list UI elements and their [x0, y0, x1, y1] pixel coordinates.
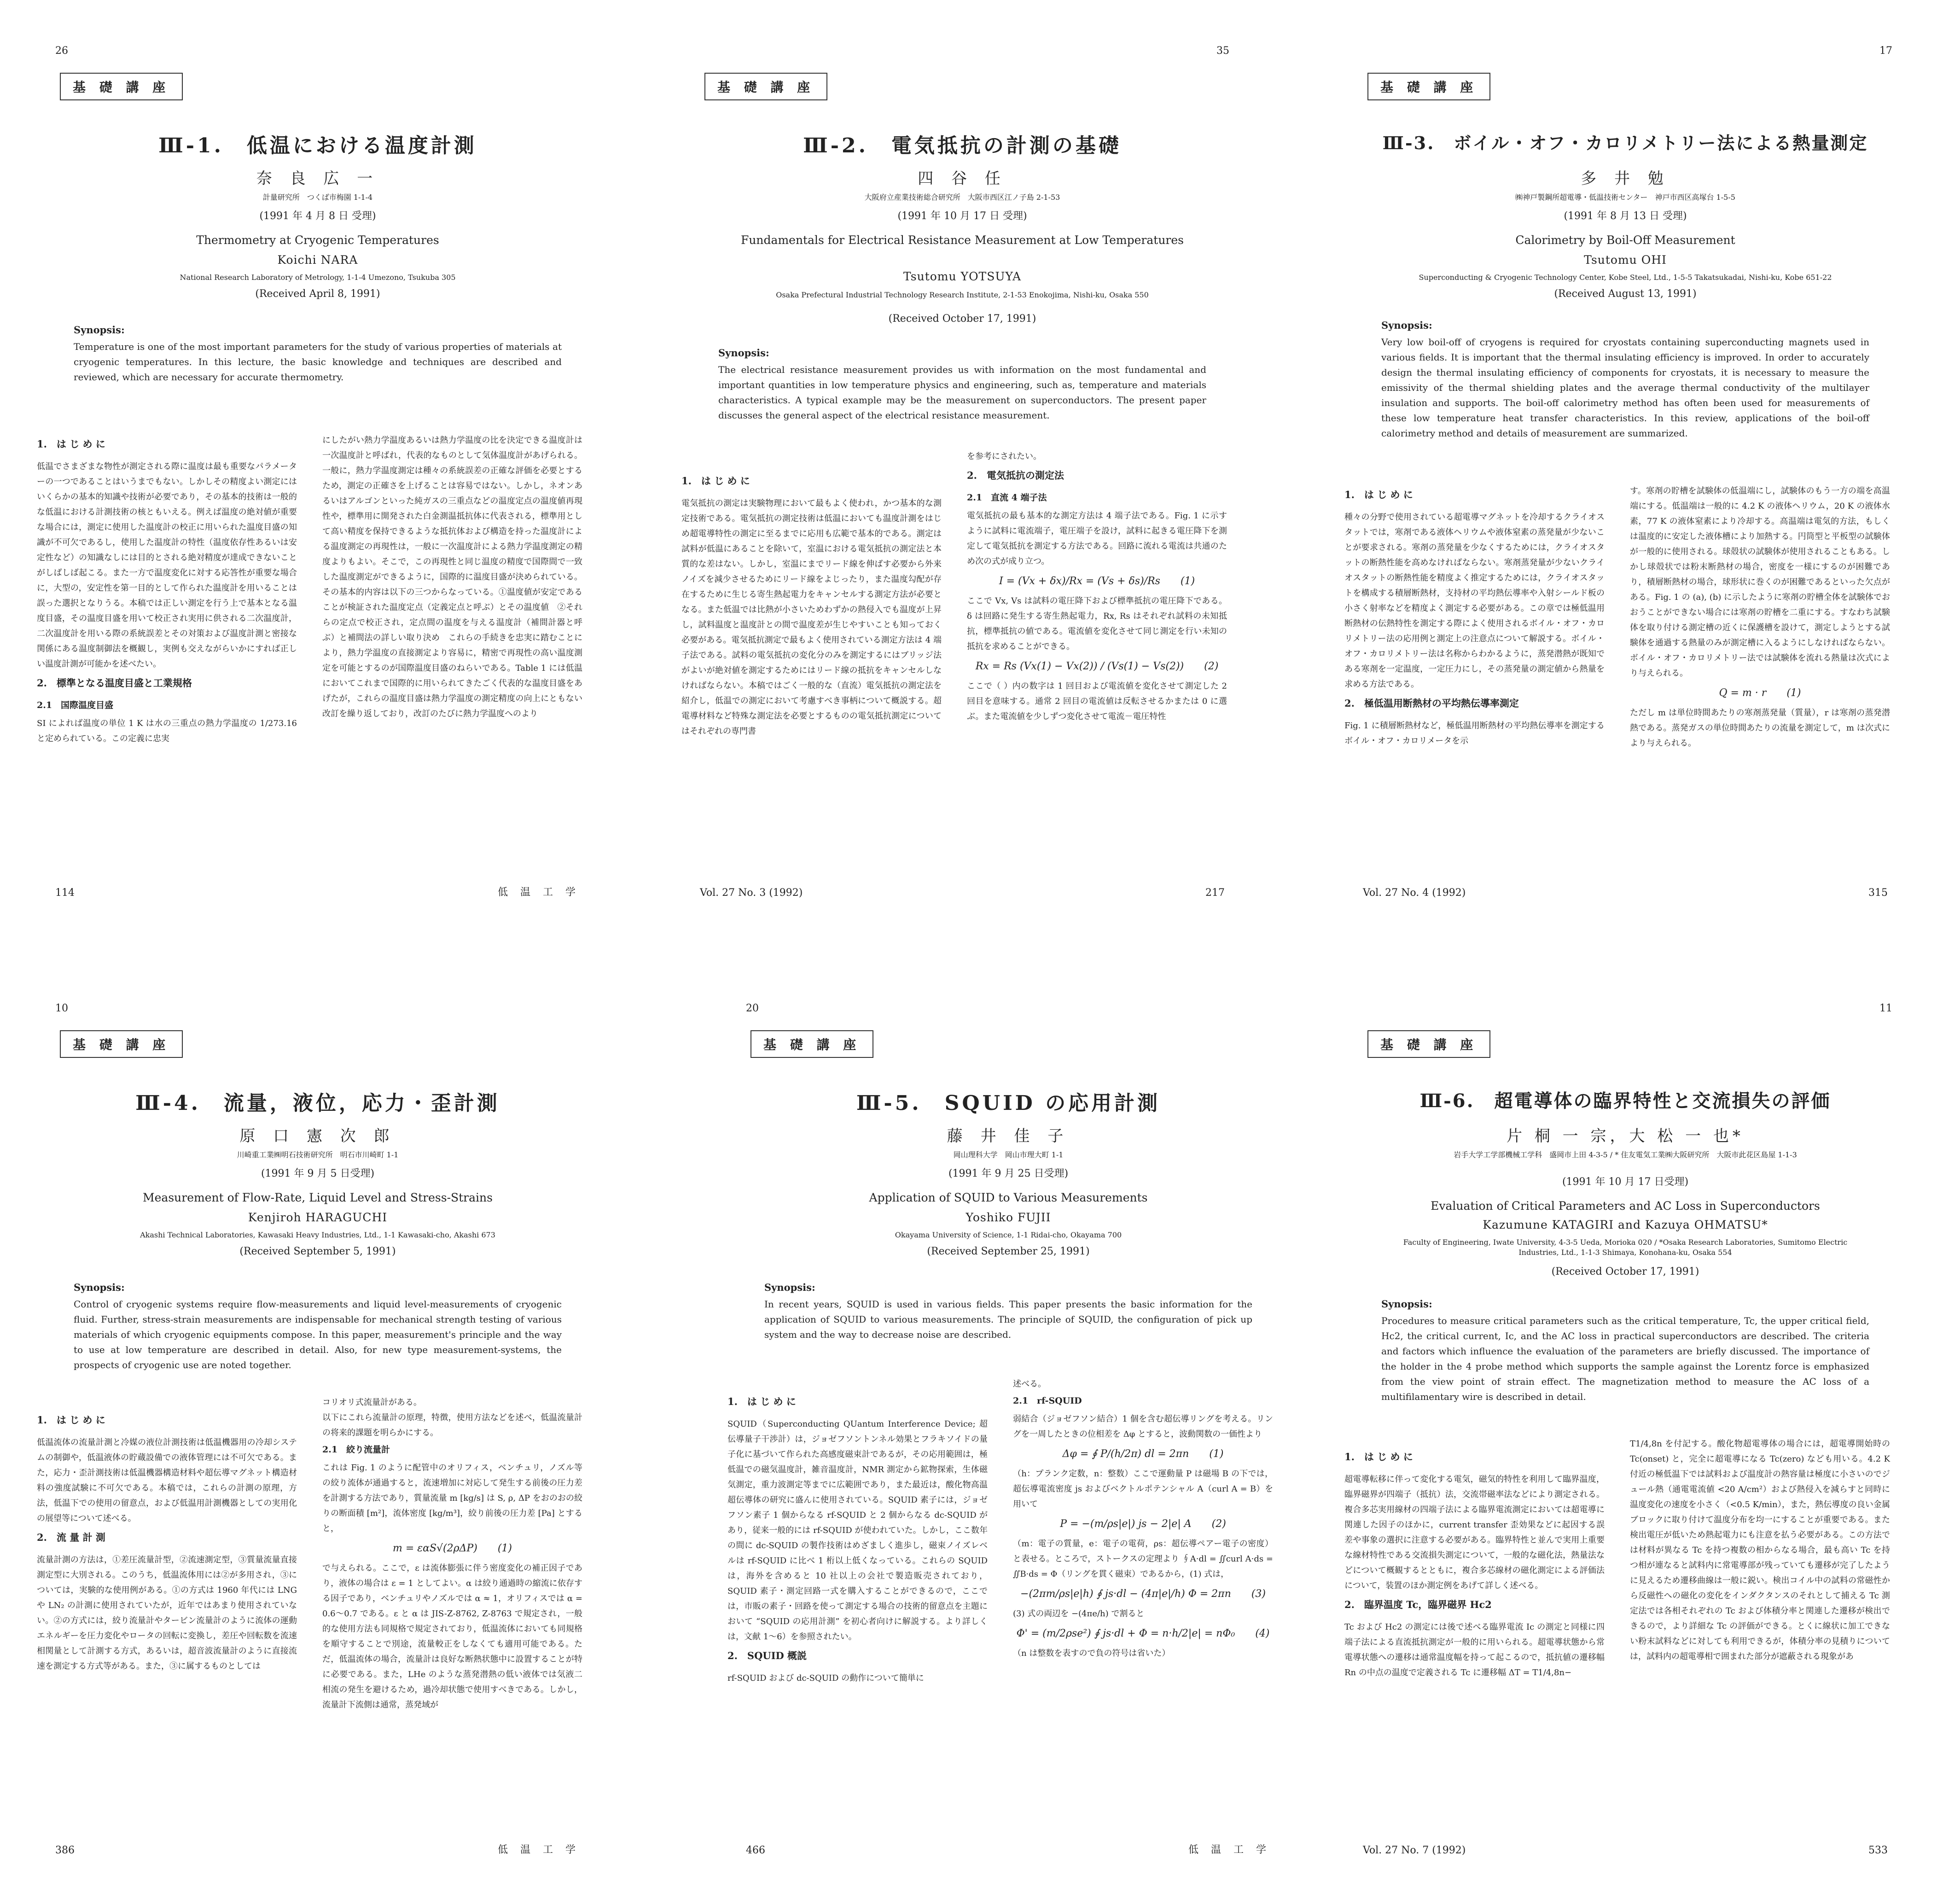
- article-title: Ⅲ-3. ボイル・オフ・カロリメトリー法による熱量測定: [1382, 133, 1868, 153]
- synopsis-text: The electrical resistance measurement provides us with information on the most fundamental and important quantities in low temperature physics and engineering, such as, temperature and materials characteristics. A typical example may be the measurement on superconductors. The present paper discusses the general aspect of the electrical resistance measurement.: [718, 364, 1206, 421]
- body-column-left: [37, 433, 297, 746]
- author-affiliation: ㈱神戸製鋼所超電導・低温技術センター 神戸市西区高塚台 1-5-5: [1515, 193, 1735, 202]
- author-name: 藤 井 佳 子: [947, 1127, 1070, 1145]
- author-name: 原 口 憲 次 郎: [239, 1127, 396, 1145]
- subsection-heading: 2.1 直流 4 端子法: [967, 493, 1047, 503]
- english-author: Tsutomu YOTSUYA: [903, 270, 1022, 283]
- body-column-right: [967, 449, 1227, 724]
- english-author: Tsutomu OHI: [1584, 253, 1667, 267]
- received-date-ja: (1991 年 9 月 5 日受理): [261, 1168, 375, 1179]
- article-page-6: [1326, 985, 1925, 1878]
- body-column-left: [1344, 1445, 1605, 1680]
- article-title: Ⅲ-6. 超電導体の臨界特性と交流損失の評価: [1419, 1090, 1831, 1112]
- journal-volume: Vol. 27 No. 4 (1992): [1363, 887, 1466, 899]
- page-number-top: 20: [746, 1003, 759, 1014]
- english-affiliation: Superconducting & Cryogenic Technology Center, Kobe Steel, Ltd., 1-5-5 Takatsukadai, Nishi-ku, Kobe 651-22: [1419, 273, 1832, 282]
- body-column-right: [1013, 1376, 1273, 1661]
- journal-volume: Vol. 27 No. 7 (1992): [1363, 1845, 1466, 1856]
- page-number-top: 26: [55, 45, 68, 57]
- body-text: コリオリ式流量計がある。: [322, 1398, 422, 1407]
- equation-1: I = (Vx + δx)/Rx = (Vs + δs)/Rs (1): [999, 575, 1195, 587]
- received-date-en: (Received October 17, 1991): [1551, 1266, 1699, 1277]
- section-heading: 2. 標準となる温度目盛と工業規格: [37, 677, 192, 689]
- body-column-left: [681, 470, 942, 739]
- equation-2: P = −(m/ρs|e|) js − 2|e| A (2): [1060, 1518, 1226, 1530]
- equation-4: Φ' = (m/2ρse²) ∮ js·dl + Φ = n·h/2|e| = nΦ₀ (4): [1016, 1628, 1270, 1639]
- author-name: 四 谷 任: [918, 169, 1007, 188]
- page-number-top: 11: [1879, 1003, 1892, 1014]
- body-text: これは Fig. 1 のように配管中のオリフィス，ベンチュリ，ノズル等の絞り流体が通過すると，流速増加に対応して発生する前後の圧力差を計測する方法であり，質量流量 m [kg/s] は S, ρ, ΔP をおのおの絞りの断面積 [m²]，流体密度 [kg/m³]，絞り前後の圧力差 [Pa] とすると，: [322, 1463, 582, 1533]
- article-title: Ⅲ-5. SQUID の応用計測: [856, 1091, 1161, 1115]
- series-label: 基 礎 講 座: [1367, 1030, 1490, 1058]
- body-text: で与えられる。ここで，ε は流体膨張に伴う密度変化の補正因子であり，液体の場合は ε = 1 としてよい。α は絞り通過時の縮流に依存する因子であり，ベンチュリやノズルでは α ≈ 1，オリフィスでは α = 0.6〜0.7 である。ε と α は JIS-Z-8762, Z-8763 で規定され，一般的な使用方法も同規格で規定されており，低温流体においても同規格を順守することで別途，流量較正をしなくても適用可能である。ただ，低温流体の場合，流量計は良好な断熱状態中に設置することが特に必要である。また，LHe のような蒸発潜熱の低い液体では気液二相流の発生を避けるため，過冷却状態で使用すべきである。しかし，流量計下流側は通常，蒸発域が: [322, 1563, 582, 1710]
- english-title: Application of SQUID to Various Measurements: [869, 1191, 1148, 1204]
- section-heading: 1. は じ め に: [1344, 489, 1413, 500]
- author-affiliation: 川崎重工業㈱明石技術研究所 明石市川崎町 1-1: [237, 1150, 399, 1159]
- article-page-2: [663, 28, 1262, 921]
- body-text: 弱結合（ジョゼフソン結合）1 個を含む超伝導リングを考える。リングを一周したときの位相差を Δφ とすると，波動関数の一価性より: [1013, 1414, 1273, 1439]
- body-text: （m：電子の質量，e：電子の電荷，ρs：超伝導ペアー電子の密度）と表せる。ところで，ストークスの定理より ∮A·dl = ∬curl A·ds = ∬B·ds = Φ（リングを貫く磁束）であるから，(1) 式は，: [1013, 1539, 1273, 1579]
- received-date-en: (Received April 8, 1991): [255, 288, 380, 300]
- synopsis-text: Very low boil-off of cryogens is required for cryostats containing superconducting magnets used in various fields. It is important that the thermal insulating efficiency is improved. In order to accurately design the thermal insulating efficiency of components for cryostats, it is necessary to measure the emissivity of the thermal shielding plates and the average thermal conductivity of the multilayer insulation and supports. The boil-off calorimetry method has often been used for measurements of these low temperature heat transfer characteristics. In this review, applications of the boil-off calorimetry method and details of measurement are summarized.: [1381, 337, 1869, 439]
- synopsis-text: Procedures to measure critical parameters such as the critical temperature, Tc, the upper critical field, Hc2, the critical current, Ic, and the AC loss in practical superconductors are described. The criteria and factors which influence the evaluation of the parameters are briefly discussed. The importance of the holder in the 4 probe method which supports the sample against the Lorentz force is emphasized from the view point of strain effect. The magnetization method to measure the AC loss of a multifilamentary wire is described in detail.: [1381, 1315, 1869, 1402]
- subsection-heading: 2.1 国際温度目盛: [37, 700, 114, 710]
- synopsis: [1381, 318, 1869, 441]
- body-column-left: [1344, 483, 1605, 749]
- section-heading: 1. は じ め に: [37, 438, 105, 450]
- journal-name: 低 温 工 学: [498, 887, 580, 898]
- synopsis-label: Synopsis:: [74, 1282, 125, 1293]
- page-number-top: 35: [1216, 45, 1229, 57]
- received-date-ja: (1991 年 4 月 8 日 受理): [259, 210, 376, 222]
- synopsis-text: In recent years, SQUID is used in various fields. This paper presents the basic information for the application of SQUID to various measurements. The principle of SQUID, the configuration of pick up system and the way to decrease noise are described.: [764, 1299, 1252, 1340]
- synopsis: [718, 345, 1206, 423]
- english-title: Calorimetry by Boil-Off Measurement: [1515, 233, 1735, 247]
- body-text: 超電導転移に伴って変化する電気，磁気的特性を利用して臨界温度，臨界磁界が四端子（抵抗）法，交流帯磁率法などにより測定される。複合多芯実用線材の四端子法による臨界電流測定においては超電導に関連した因子のほかに，current transfer 歪効果などに起因する誤差や事象の選択に注意する必要がある。臨界特性と並んで実用上重要な線材特性である交流損失測定について，一般的な磁化法，熱量法などについて概観するとともに，複合多芯線材の磁化測定による評価法について，装置のほか測定例をあげて詳しく述べる。: [1344, 1474, 1605, 1591]
- series-label: 基 礎 講 座: [704, 73, 827, 100]
- synopsis-text: Temperature is one of the most important parameters for the study of various properties of materials at cryogenic temperatures. In this lecture, the basic knowledge and techniques are described and reviewed, which are necessary for accurate thermometry.: [74, 341, 562, 383]
- body-text: を参考にされたい。: [967, 452, 1041, 461]
- author-affiliation: 岩手大学工学部機械工学科 盛岡市上田 4-3-5 / * 住友電気工業㈱大阪研究所 大阪市此花区島屋 1-1-3: [1454, 1150, 1797, 1159]
- section-heading: 2. 流 量 計 測: [37, 1532, 105, 1543]
- synopsis: [764, 1280, 1252, 1342]
- body-text: （n は整数を表すので負の符号は省いた）: [1013, 1649, 1170, 1658]
- article-page-1: [18, 28, 617, 921]
- author-name: 片 桐 一 宗，大 松 一 也*: [1507, 1127, 1744, 1145]
- body-text: にしたがい熱力学温度あるいは熱力学温度の比を決定できる温度計は一次温度計と呼ばれ，代表的なものとして気体温度計があげられる。一般に，熱力学温度測定は種々の系統誤差の正確な評価を必要とするため，測定の正確さを上げることは容易ではない。しかし，ネオンあるいはアルゴンといった純ガスの三重点などの温度定点の温度値再現性や，標準用に開発された白金測温抵抗体に代表される，標準用として高い精度を保持できるような抵抗体および構造を持った温度計による温度測定の再現性は，一般に一次温度計による熱力学温度測定の精度よりもよい。そこで，この再現性と同じ温度の精度で国際間で一致した温度測定ができるように，国際的に温度目盛が決められている。その基本的内容は以下の三つからなっている。①温度値が安定であることが検証された温度定点（定義定点と呼ぶ）とその温度値 ②それらの定点で校正され，定点間の温度を与える温度計（補間計器と呼ぶ）と補間法の詳しい取り決め これらの手続きを忠実に踏むことにより，熱力学温度の直接測定より容易に，精密で再現性の高い温度測定を可能とするのが国際温度目盛のねらいである。Table 1 には低温においてこれまで国際的に用いられてきたごく代表的な温度目盛をあげたが，これらの温度目盛は熱力学温度の測定精度の向上にともない改訂を繰り返しており，改訂のたびに熱力学温度へのより: [322, 435, 582, 719]
- body-text: ただし m は単位時間あたりの寒剤蒸発量（質量），r は寒剤の蒸発潜熱である。蒸発ガスの単位時間あたりの流量を測定して，m は次式により与えられる。: [1630, 708, 1890, 748]
- equation-3: −(2πm/ρs|e|h) ∮ js·dl − (4π|e|/h) Φ = 2πn (3): [1020, 1588, 1266, 1600]
- english-affiliation: Okayama University of Science, 1-1 Ridai-cho, Okayama 700: [895, 1231, 1122, 1239]
- body-text: SI によれば温度の単位 1 K は水の三重点の熱力学温度の 1/273.16 と定められている。この定義に忠実: [37, 719, 297, 743]
- english-title: Fundamentals for Electrical Resistance Measurement at Low Temperatures: [740, 233, 1184, 247]
- article-page-4: [18, 985, 617, 1878]
- body-text: 低温流体の流量計測と冷媒の液位計測技術は低温機器用の冷却システムの制御や，低温液体の貯蔵設備での液体管理には不可欠である。また，応力・歪計測技術は低温機器構造材料や超伝導マグネット構造材料の強度試験に不可欠である。本稿では，これらの計測の原理，方法，低温下での使用の留意点，および低温用計測機器としての実用化の展望等について述べる。: [37, 1438, 297, 1523]
- body-text: 以下にこれら流量計の原理，特徴，使用方法などを述べ，低温流量計の将来的課題を明らかにする。: [322, 1413, 582, 1438]
- received-date-en: (Received October 17, 1991): [888, 313, 1036, 325]
- received-date-en: (Received September 5, 1991): [239, 1246, 396, 1257]
- body-text: T1/4,8n を付記する。酸化物超電導体の場合には，超電導開始時の Tc(onset) と，完全に超電導になる Tc(zero) なども用いる。4.2 K 付近の極低温下では試料および温度計の熱容量は極度に小さいのでジュール熱（通電電流値 <20 A/cm²）および熱侵入を減らすと同時に温度変化の速度を小さく（<0.5 K/min），また，熱伝導度の良い金属ブロックに取り付けて温度分布を均一にすることが重要である。また検出電圧が低いため熱起電力にも注意を払う必要がある。この方法では材料が異なる Tc を持つ複数の相からなる場合，最も高い Tc を持つ相が連なると試料内に常電導部が残っていても遷移が完了したように見えるため遷移曲線は一般に鋭い。検出コイル中の試料の常磁性から反磁性への磁化の変化をインダクタンスのそれとして捕える Tc 測定法では各相それぞれの Tc および体積分率と関連した遷移が検出できるので，より詳細な Tc の評価ができる。とくに線状に加工できない粉末試料などに対しても利用できるが，体積分率の見積りについては，試料内の超電導相で囲まれた部分が遮蔽される現象があ: [1630, 1439, 1890, 1661]
- synopsis-text: Control of cryogenic systems require flow-measurements and liquid level-measurements of cryogenic fluid. Further, stress-strain measurements are indispensable for mechanical strength testing of various materials of which cryogenic equipments compose. In this paper, measurement's principle and the way to use at low temperature are described in detail. Also, for new type measurement-systems, the prospects of cryogenic use are noted together.: [74, 1299, 562, 1370]
- body-column-left: [727, 1390, 988, 1686]
- body-text: (3) 式の両辺を −(4πe/h) で割ると: [1013, 1609, 1145, 1619]
- body-text: Tc および Hc2 の測定には後で述べる臨界電流 Ic の測定と同様に四端子法による直流抵抗測定が一般的に用いられる。超電導状態から常電導状態への遷移は通常温度幅を持って起こるので，抵抗値の遷移幅 Rn の中点の温度で定義される Tc に遷移幅 ΔT = T1/4,8n−: [1344, 1622, 1605, 1678]
- synopsis-label: Synopsis:: [718, 347, 769, 359]
- received-date-en: (Received September 25, 1991): [927, 1246, 1090, 1257]
- body-text: rf-SQUID および dc-SQUID の動作について簡単に: [727, 1673, 924, 1683]
- synopsis: [74, 1280, 562, 1373]
- body-text: （h：プランク定数，n：整数）ここで運動量 P は磁場 B の下では，超伝導電流密度 js およびベクトルポテンシャル A（curl A = B）を用いて: [1013, 1469, 1273, 1509]
- section-heading: 1. は じ め に: [37, 1414, 105, 1426]
- equation-1: Δφ = ∮ P/(h/2π) dl = 2πn (1): [1062, 1448, 1224, 1460]
- article-title: Ⅲ-4. 流量，液位，応力・歪計測: [135, 1091, 500, 1115]
- english-affiliation: Osaka Prefectural Industrial Technology Research Institute, 2-1-53 Enokojima, Nishi-ku, Osaka 550: [776, 290, 1149, 299]
- article-title: Ⅲ-2. 電気抵抗の計測の基礎: [803, 134, 1122, 157]
- series-label: 基 礎 講 座: [60, 1030, 183, 1058]
- article-page-5: [709, 985, 1308, 1878]
- section-heading: 1. は じ め に: [1344, 1451, 1413, 1463]
- page-number-top: 10: [55, 1003, 68, 1014]
- author-name: 多 井 勉: [1581, 169, 1670, 188]
- body-text: ここで（ ）内の数字は 1 回目および電流値を変化させて測定した 2 回目を意味する。通常 2 回目の電流値は反転させるかまたは 0 に選ぶ。また電流値を少しずつ変化させて電流－電圧特性: [967, 681, 1227, 721]
- page-number-bottom: 217: [1205, 887, 1225, 899]
- section-heading: 1. は じ め に: [681, 475, 750, 487]
- synopsis: [74, 322, 562, 385]
- section-heading: 2. SQUID 概説: [727, 1650, 807, 1661]
- subsection-heading: 2.1 rf-SQUID: [1013, 1396, 1082, 1406]
- equation-1: Q = m · r (1): [1719, 687, 1801, 699]
- article-page-3: [1326, 28, 1925, 921]
- synopsis-label: Synopsis:: [74, 324, 125, 336]
- page-number-bottom: 114: [55, 887, 75, 899]
- section-heading: 2. 電気抵抗の測定法: [967, 470, 1064, 481]
- english-affiliation: Faculty of Engineering, Iwate University, 4-3-5 Ueda, Morioka 020 / *Osaka Research Laboratories, Sumitomo Electric Industries, Ltd., 1-1-3 Shimaya, Konohana-ku, Osaka 554: [1403, 1238, 1848, 1257]
- english-author: Kazumune KATAGIRI and Kazuya OHMATSU*: [1483, 1218, 1768, 1231]
- journal-name: 低 温 工 学: [498, 1844, 580, 1856]
- english-author: Koichi NARA: [277, 253, 358, 267]
- received-date-ja: (1991 年 10 月 17 日受理): [1562, 1176, 1689, 1188]
- series-label: 基 礎 講 座: [60, 73, 183, 100]
- synopsis: [1381, 1296, 1869, 1405]
- page-number-bottom: 315: [1868, 887, 1888, 899]
- body-text: 電気抵抗の最も基本的な測定方法は 4 端子法である。Fig. 1 に示すように試料に電流端子，電圧端子を設け，試料に起きる電圧降下を測定して電気抵抗を測定する方法である。回路に流れる電流は共通のため次の式が成り立つ。: [967, 511, 1227, 566]
- author-affiliation: 計量研究所 つくば市梅園 1-1-4: [262, 193, 373, 202]
- author-affiliation: 岡山理科大学 岡山市理大町 1-1: [953, 1150, 1064, 1159]
- english-author: Yoshiko FUJII: [966, 1211, 1051, 1224]
- body-column-right: [1630, 1436, 1890, 1664]
- synopsis-label: Synopsis:: [1381, 1298, 1432, 1310]
- english-title: Thermometry at Cryogenic Temperatures: [196, 233, 439, 247]
- body-column-right: [322, 433, 582, 721]
- series-label: 基 礎 講 座: [750, 1030, 873, 1058]
- body-text: ここで Vx, Vs は試料の電圧降下および標準抵抗の電圧降下である。δ は回路に発生する寄生熱起電力，Rx, Rs はそれぞれ試料の未知抵抗，標準抵抗の値である。電流値を変化させて同じ測定を行い未知の抵抗を求めることができる。: [967, 596, 1227, 651]
- page-number-bottom: 386: [55, 1845, 75, 1856]
- subsection-heading: 2.1 絞り流量計: [322, 1445, 390, 1455]
- received-date-ja: (1991 年 9 月 25 日受理): [948, 1168, 1069, 1179]
- body-column-right: [1630, 483, 1890, 751]
- body-text: す。寒剤の貯槽を試験体の低温端にし，試験体のもう一方の端を高温端にする。低温端は一般的に 4.2 K の液体ヘリウム，20 K の液体水素，77 K の液体窒素により冷却する。高温端は電気的方法，もしくは温度的に安定した液体槽により加熱する。円筒型と平板型の試験体が一般的に使用される。球殻状の試験体が使用されることもある。しかし球殻状では粉末断熱材の場合，密度を一様にするのが困難であり，積層断熱材の場合，球形状に巻くのが困難であるといった欠点がある。Fig. 1 の (a), (b) に示したように寒剤の貯槽全体を試験体でおおうことができない場合には寒剤の貯槽を二重にする。すなわち試験体を取り付ける測定槽の近くに保護槽を設けて，測定しようとする試験体を通過する熱量のみが測定槽に入るようにしなければならない。ボイル・オフ・カロリメトリー法では試験体を流れる熱量は次式により与えられる。: [1630, 486, 1890, 678]
- english-title: Evaluation of Critical Parameters and AC Loss in Superconductors: [1431, 1199, 1820, 1213]
- section-heading: 1. は じ め に: [727, 1396, 796, 1407]
- received-date-en: (Received August 13, 1991): [1554, 288, 1697, 300]
- author-name: 奈 良 広 一: [256, 169, 379, 188]
- page-number-bottom: 466: [746, 1845, 765, 1856]
- page-number-top: 17: [1879, 45, 1892, 57]
- body-text: SQUID（Superconducting QUantum Interference Device; 超伝導量子干渉計）は，ジョゼフソントンネル効果とフラキソイドの量子化に基づいて作られた高感度磁束計であるが，その応用範囲は，極低温での磁気温度計，雑音温度計，NMR 測定から鉱物探索，生体磁気測定，重力波測定等までに広範囲であり，また最近は，酸化物高温超伝導体の研究に盛んに使用されている。SQUID 素子には，ジョゼフソン素子 1 個からなる rf-SQUID と 2 個からなる dc-SQUID があり，従来一般的には rf-SQUID が使われていた。しかし，ここ数年の間に dc-SQUID の製作技術はめざましく進歩し，磁束ノイズレベルは rf-SQUID に比べ 1 桁以上低くなっている。これらの SQUID は，海外を含めると 10 社以上の会社で製造販売されており，SQUID 素子・測定回路一式を購入することができるので，ここでは，市販の素子・回路を使って測定する場合の技術的留意点を主題において “SQUID の応用計測” を初心者向けに解説する。より詳しくは，文献 1〜6）を参照されたい。: [727, 1419, 988, 1642]
- series-label: 基 礎 講 座: [1367, 73, 1490, 100]
- equation-1: m = εαS√(2ρΔP) (1): [393, 1543, 512, 1554]
- article-title: Ⅲ-1. 低温における温度計測: [158, 134, 477, 157]
- received-date-ja: (1991 年 8 月 13 日 受理): [1564, 210, 1687, 222]
- journal-volume: Vol. 27 No. 3 (1992): [700, 887, 803, 899]
- english-title: Measurement of Flow-Rate, Liquid Level and Stress-Strains: [143, 1191, 493, 1204]
- body-text: 電気抵抗の測定は実験物理において最もよく使われ，かつ基本的な測定技術である。電気抵抗の測定技術は低温においても温度計測をはじめ超電導特性の測定に至るまでに応用も広範で基本的である。測定は試料が低温にあることを除いて，室温における電気抵抗の測定法と本質的な差はない。しかし，室温にまでリード線を伸ばす必要から外来ノイズを減少させるためにリード線をよじったり，また温度勾配が存在するために生じる寄生熱起電力をキャンセルする測定方法が必要となる。また低温では比熱が小さいためわずかの熱侵入でも温度が上昇し，試料温度と温度計との間で温度差が生じやすいことも知っておく必要がある。電気抵抗測定で最もよく使用されている測定方法は 4 端子法である。試料の電気抵抗の変化分のみを測定するにはブリッジ法がよいが絶対値を測定するためにはリード線の抵抗をキャンセルしなければならない。本稿ではごく一般的な（直流）電気抵抗の測定法を紹介し，低温での測定において考慮すべき事柄について概説する。超電導材料など特殊な測定法を必要とするものの電気抵抗測定についてはそれぞれの専門書: [681, 499, 942, 736]
- section-heading: 2. 極低温用断熱材の平均熱伝導率測定: [1344, 697, 1519, 709]
- body-text: 低温でさまざまな物性が測定される際に温度は最も重要なパラメーターの一つであることはいうまでもない。しかしその精度よい測定にはいくらかの基本的知識や技術が必要であり，その基本的技術は一般的な低温における計測技術の核ともいえる。例えば温度の絶対値が重要な場合には，測定に使用した温度計の校正に用いられた温度目盛の知識が不可欠であるし，使用した温度計の特性（温度依存性あるいは安定性など）の知識なしには目的とされる絶対精度が達成できないことがしばしば起こる。また一方で温度変化に対する応答性が重要な場合に，大型の，安定性を第一目的として作られた温度計を用いることは誤った選択となりうる。本稿では正しい測定を行う上で基本となる温度目盛，その温度目盛を用いて校正され実用に供される二次温度計，二次温度計を用いる際の系統誤差とその対策および温度計測と密接な関係にある温度制御法を概観し，実例も交えながらいかにすれば正しい温度計測が可能かを述べたい。: [37, 462, 297, 669]
- received-date-ja: (1991 年 10 月 17 日 受理): [897, 210, 1027, 222]
- synopsis-label: Synopsis:: [764, 1282, 815, 1293]
- body-text: Fig. 1 に積層断熱材など，極低温用断熱材の平均熱伝導率を測定するボイル・オフ・カロリメータを示: [1344, 721, 1605, 746]
- page-number-bottom: 533: [1868, 1845, 1888, 1856]
- equation-2: Rx = Rs (Vx(1) − Vx(2)) / (Vs(1) − Vs(2)) (2): [975, 661, 1219, 672]
- journal-name: 低 温 工 学: [1188, 1844, 1271, 1856]
- body-text: 流量計測の方法は，①差圧流量計型，②流速測定型，③質量流量直接測定型に大別される。このうち，低温流体用には②が多用され，③については，実験的な使用例がある。①の方式は 1960 年代には LNG や LN₂ の計測に使用されていたが，近年ではあまり使用されていない。②の方式には，絞り流量計やタービン流量計のように流体の運動エネルギーを圧力変化やロータの回転に変換し，差圧や回転数を流速相関量として計測する方式，あるいは，超音波流量計のように直接流速を測定する方式等がある。また，③に属するものとしては: [37, 1555, 297, 1671]
- author-affiliation: 大阪府立産業技術総合研究所 大阪市西区江ノ子島 2-1-53: [864, 193, 1060, 202]
- section-heading: 2. 臨界温度 Tc，臨界磁界 Hc2: [1344, 1599, 1492, 1610]
- body-column-right: [322, 1395, 582, 1712]
- body-column-left: [37, 1409, 297, 1674]
- english-affiliation: Akashi Technical Laboratories, Kawasaki Heavy Industries, Ltd., 1-1 Kawasaki-cho, Akashi 673: [140, 1231, 495, 1239]
- body-text: 述べる。: [1013, 1379, 1046, 1389]
- synopsis-label: Synopsis:: [1381, 319, 1432, 331]
- body-text: 種々の分野で使用されている超電導マグネットを冷却するクライオスタットでは，寒剤である液体ヘリウムや液体窒素の蒸発量が少ないことが要求される。寒剤の蒸発量を少なくするためには，クライオスタットの断熱性能を高めなければならない。寒剤蒸発量が少ないクライオスタットの断熱性能を精度よく推定するためには，クライオスタットを構成する積層断熱材，支持材の平均熱伝導率や入射シールド板の小さく射率などを精度よく測定する必要がある。この章では極低温用断熱材の伝熱特性を測定する際によく使用されるボイル・オフ・カロリメトリー法の応用例と測定上の注意点について解説する。ボイル・オフ・カロリメトリー法は名称からわかるように，蒸発潜熱が既知である寒剤を一定温度，一定圧力にし，その蒸発量の測定値から熱量を求める方法である。: [1344, 512, 1605, 689]
- english-author: Kenjiroh HARAGUCHI: [248, 1211, 388, 1224]
- english-affiliation: National Research Laboratory of Metrology, 1-1-4 Umezono, Tsukuba 305: [180, 273, 456, 282]
